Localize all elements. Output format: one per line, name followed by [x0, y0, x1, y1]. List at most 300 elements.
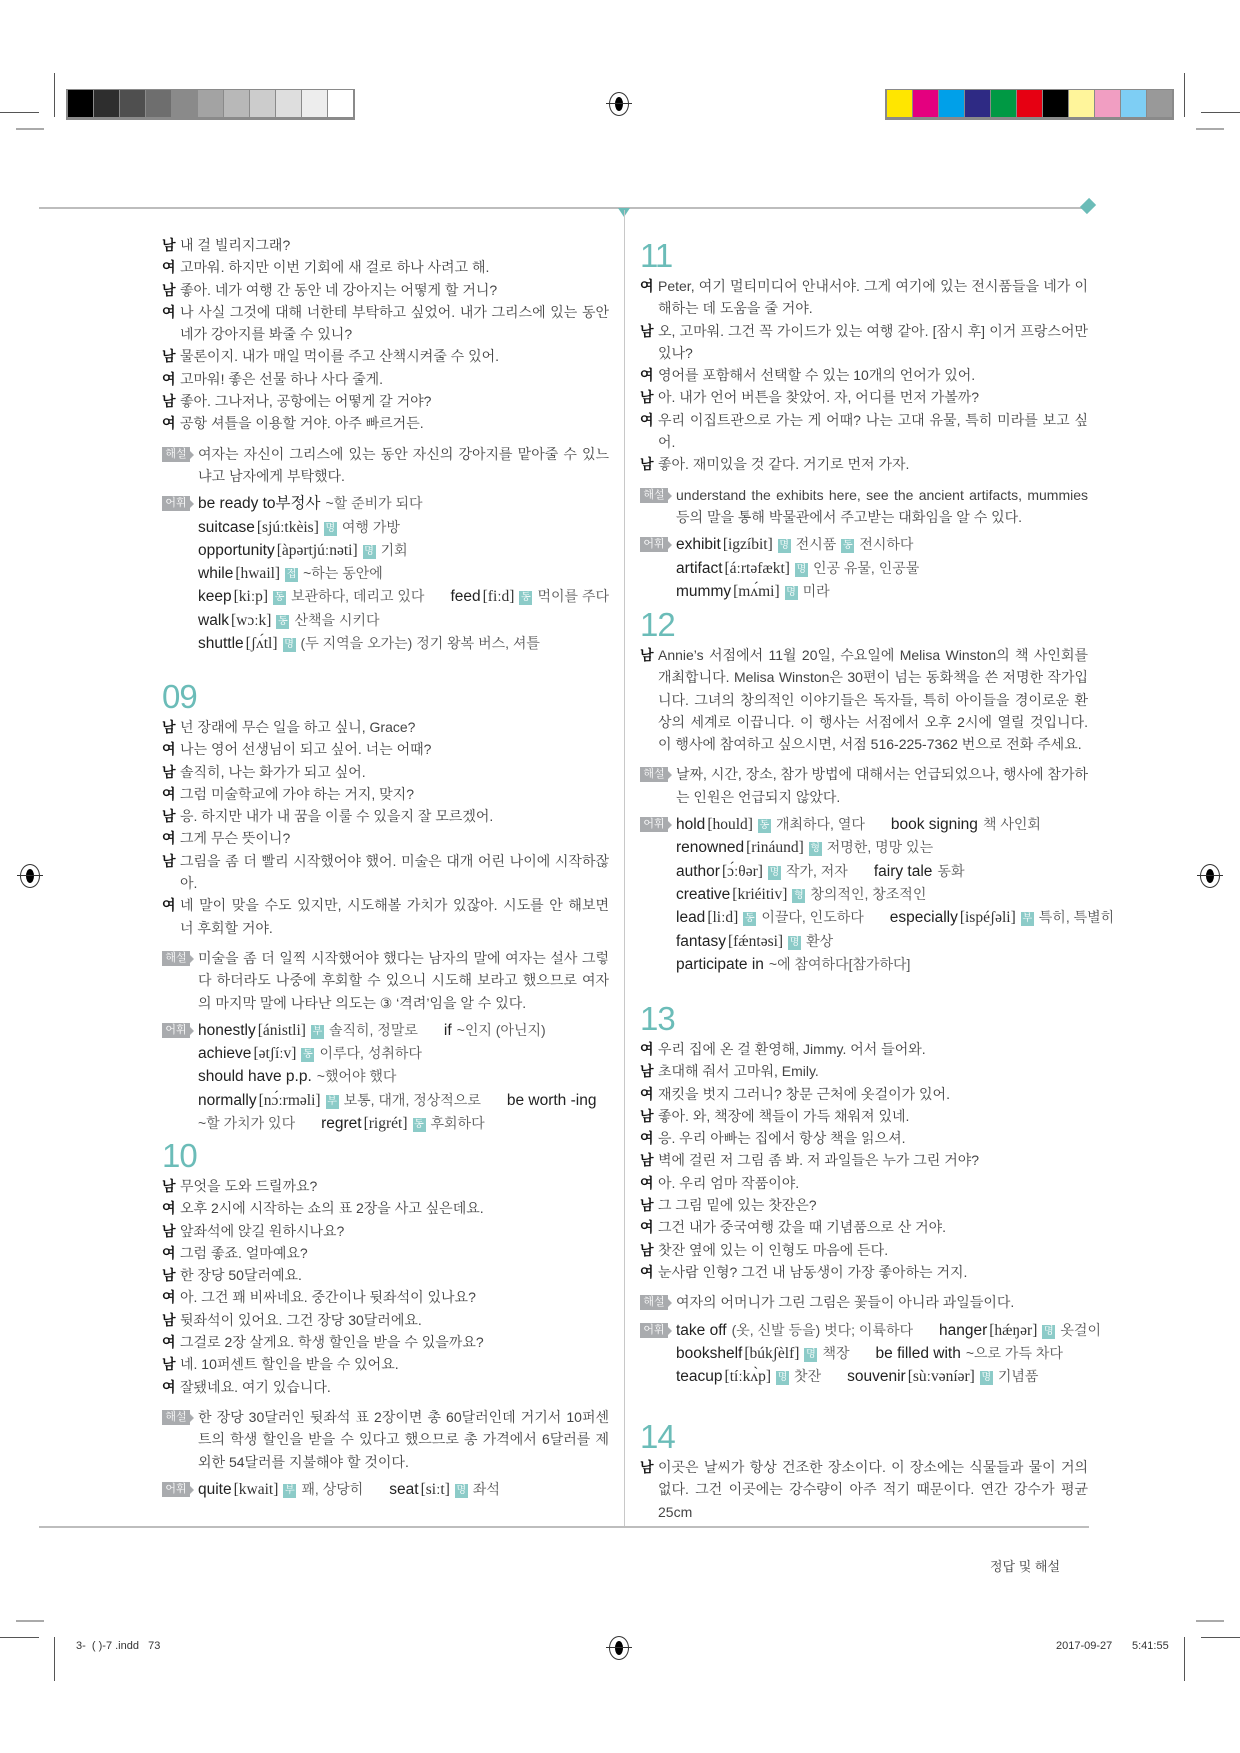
dialogue-line [162, 1309, 609, 1331]
vocab-item [891, 816, 1041, 832]
column-divider [624, 210, 625, 1526]
dialogue-line [640, 1105, 1088, 1127]
speaker-label: 여 [162, 1289, 176, 1306]
speaker-label: 여 [162, 1334, 176, 1351]
vocab-word: regret [321, 1115, 362, 1133]
vocab-word: be ready to부정사 [198, 495, 321, 513]
dialogue-text: 나 사실 그것에 대해 너한테 부탁하고 싶었어. 내가 그리스에 있는 동안 네가 강아지를 봐줄 수 있니? [180, 303, 609, 343]
part-of-speech-badge: 명 [786, 586, 796, 598]
part-of-speech-badge: 명 [981, 1372, 992, 1384]
explanation [162, 1406, 609, 1473]
part-of-speech-badge: 동 [521, 592, 531, 604]
vocab-pronunciation: [ánistli] [257, 1021, 306, 1039]
part-of-speech-badge: 명 [769, 866, 780, 878]
speaker-label: 남 [162, 1178, 176, 1194]
vocab-word: author [676, 862, 720, 880]
crop-mark [1201, 1637, 1240, 1638]
vocab-word: keep [198, 588, 232, 606]
vocab-item [676, 1345, 850, 1361]
vocab-item [198, 495, 423, 511]
dialogue-text: 초대해 줘서 고마워, Emily. [658, 1063, 819, 1080]
vocab-word: artifact [676, 559, 723, 577]
speaker-label: 여 [640, 1263, 654, 1280]
vocabulary-tag: 어휘 [162, 1023, 190, 1038]
speaker-label: 남 [162, 348, 176, 365]
vocab-pronunciation: [ʃʌ́tl] [245, 635, 278, 653]
explanation-tag: 해설 [162, 447, 190, 462]
vocab-word: take off [676, 1321, 727, 1339]
vocabulary-tag: 어휘 [162, 496, 190, 511]
dialogue-text: 재킷을 벗지 그러니? 창문 근처에 옷걸이가 있어. [658, 1085, 950, 1102]
vocab-word: normally [198, 1091, 257, 1109]
section-12 [640, 605, 1115, 976]
part-of-speech-badge: 명 [325, 522, 336, 534]
dialogue-text: 앞좌석에 앉길 원하시나요? [180, 1222, 345, 1239]
vocab-pronunciation: [ɔ́ːθər] [721, 862, 763, 880]
section-13 [640, 999, 1101, 1388]
vocab-pronunciation: [kriéitiv] [732, 885, 788, 903]
vocab-meaning: 꽤, 상당히 [301, 1480, 364, 1497]
vocab-item [198, 1481, 363, 1497]
vocab-line [676, 883, 1088, 906]
explanation-tag: 해설 [162, 951, 190, 966]
vocab-item [676, 933, 833, 949]
vocab-meaning: ~할 가치가 있다 [198, 1115, 296, 1132]
dialogue-text: 좋아. 네가 여행 간 동안 네 강아지는 어떻게 할 거니? [180, 281, 498, 298]
vocab-meaning: 개최하다, 열다 [775, 816, 865, 833]
vocab-word: be filled with [875, 1344, 961, 1362]
speaker-label: 남 [640, 1459, 654, 1475]
dialogue-line [162, 1264, 609, 1286]
vocab-meaning: 산책을 시키다 [294, 611, 380, 628]
speaker-label: 남 [640, 1063, 654, 1080]
dialogue-line [640, 1127, 1088, 1149]
speaker-label: 여 [640, 1174, 654, 1191]
speaker-label: 여 [640, 367, 654, 384]
vocab-item [676, 886, 926, 902]
vocab-meaning: 기념품 [997, 1368, 1039, 1385]
vocab-meaning: 솔직히, 정말로 [328, 1021, 418, 1038]
slug-date: 2017-09-27 [1056, 1640, 1113, 1652]
vocabulary [640, 1319, 1101, 1389]
explanation-text: understand the exhibits here, see the ancient artifacts, mummies 등의 말을 통해 박물관에서 주고받는 대화임을 알 수 있다. [676, 486, 1088, 525]
speaker-label: 여 [640, 1085, 654, 1102]
part-of-speech-badge: 명 [456, 1484, 467, 1496]
dialogue-line [162, 412, 609, 434]
part-of-speech-badge: 형 [794, 889, 804, 901]
dialogue-line [162, 716, 609, 738]
vocab-pronunciation: [rináund] [746, 839, 804, 857]
vocab-word: souvenir [847, 1368, 906, 1386]
dialogue-text: 나는 영어 선생님이 되고 싶어. 너는 어때? [180, 741, 432, 758]
explanation-tag: 해설 [640, 767, 668, 782]
dialogue-text: 고마워. 하지만 이번 기회에 새 걸로 하나 사려고 해. [180, 259, 490, 276]
dialogue-line [162, 805, 609, 827]
vocab-line [676, 533, 1088, 556]
dialogue-line [162, 1197, 609, 1219]
speaker-label: 여 [162, 1200, 176, 1217]
part-of-speech-badge: 명 [364, 545, 374, 557]
vocab-line [198, 516, 609, 539]
vocab-item [676, 909, 864, 925]
vocab-meaning: ~에 참여하다[참가하다] [768, 955, 911, 972]
dialogue-line [640, 364, 1088, 386]
dialogue-line [640, 1083, 1088, 1105]
vocab-item [198, 1115, 295, 1131]
dialogue-text: 아. 내가 언어 버튼을 찾았어. 자, 어디를 먼저 가볼까? [658, 389, 980, 406]
right-column [640, 0, 1115, 1540]
speaker-label: 남 [162, 1222, 176, 1239]
vocab-item [198, 1045, 422, 1061]
vocab-word: be worth -ing [506, 1091, 597, 1109]
vocab-line [676, 860, 1088, 883]
vocab-item [676, 1368, 821, 1384]
speaker-label: 여 [162, 370, 176, 387]
vocab-pronunciation: [tíːkʌ̀p] [724, 1368, 772, 1386]
dialogue-line [162, 234, 609, 256]
speaker-label: 남 [162, 808, 176, 825]
dialogue-text: 한 장당 50달러예요. [180, 1267, 302, 1284]
dialogue-text: 우리 이집트관으로 가는 게 어때? 나는 고대 유물, 특히 미라를 보고 싶어. [658, 411, 1088, 451]
question-number: 10 [162, 1137, 197, 1174]
vocab-word: lead [676, 909, 706, 927]
dialogue-text: 아. 우리 엄마 작품이야. [658, 1174, 800, 1191]
vocab-item [939, 1322, 1101, 1338]
part-of-speech-badge: 동 [842, 540, 853, 552]
vocab-word: especially [889, 909, 958, 927]
dialogue-line [162, 894, 609, 939]
vocab-meaning: 이루다, 성취하다 [319, 1045, 422, 1062]
dialogue-text: 그걸로 2장 살게요. 학생 할인을 받을 수 있을까요? [180, 1334, 484, 1351]
speaker-label: 남 [162, 763, 176, 780]
vocab-pronunciation: [sùːvəníər] [907, 1368, 975, 1386]
dialogue-line [162, 827, 609, 849]
vocab-meaning: 기회 [380, 541, 408, 558]
vocabulary [162, 1478, 609, 1501]
vocab-word: bookshelf [676, 1344, 743, 1362]
vocab-pronunciation: [rigrét] [363, 1115, 408, 1133]
dialogue-text: 좋아. 재미있을 것 같다. 거기로 먼저 가자. [658, 456, 910, 473]
dialogue-line [162, 850, 609, 895]
dialogue-line [162, 1242, 609, 1264]
vocab-pronunciation: [nɔ́ːrməli] [258, 1091, 321, 1109]
speaker-label: 남 [640, 1197, 654, 1214]
vocab-line [198, 539, 609, 562]
vocab-pronunciation: [sjúːtkèis] [256, 518, 319, 536]
dialogue-text: 우리 집에 온 걸 환영해, Jimmy. 어서 들어와. [658, 1041, 926, 1057]
speaker-label: 남 [162, 281, 176, 298]
dialogue-text: 응. 하지만 내가 내 꿈을 이룰 수 있을지 잘 모르겠어. [180, 808, 494, 825]
question-number: 11 [640, 237, 673, 274]
vocab-word: creative [676, 885, 731, 903]
vocab-item [198, 612, 380, 628]
vocab-word: renowned [676, 839, 745, 857]
vocab-meaning: 책 사인회 [982, 816, 1041, 833]
vocab-word: shuttle [198, 635, 244, 653]
part-of-speech-badge: 형 [810, 843, 821, 855]
speaker-label: 여 [640, 1130, 654, 1147]
part-of-speech-badge: 동 [759, 820, 770, 832]
vocab-item [198, 588, 424, 604]
vocab-meaning: ~할 준비가 되다 [325, 495, 423, 512]
dialogue-line [640, 1038, 1088, 1060]
vocab-item [389, 1481, 500, 1497]
dialogue-text: 그 그림 밑에 있는 찻잔은? [658, 1197, 817, 1214]
explanation-text: 한 장당 30달러인 뒷좌석 표 2장이면 총 60달러인데 거기서 10퍼센트의 학생 할인을 받을 수 있다고 했으므로 총 가격에서 6달러를 제외한 54달러를 지불해야 할 것이다. [198, 1408, 609, 1470]
speaker-label: 여 [162, 830, 176, 847]
vocab-line [676, 557, 1088, 580]
registration-mark-icon [20, 864, 40, 888]
vocab-word: opportunity [198, 541, 275, 559]
vocab-item [676, 1322, 913, 1338]
vocabulary [162, 1019, 609, 1135]
speaker-label: 여 [640, 278, 654, 294]
speaker-label: 여 [162, 1378, 176, 1395]
vocab-meaning: 인공 유물, 인공물 [812, 559, 920, 576]
vocab-pronunciation: [ətʃíːv] [253, 1045, 297, 1063]
dialogue-text: Peter, 여기 멀티미디어 안내서야. 그게 여기에 있는 전시품들을 네가 이해하는 데 도움을 줄 거야. [658, 278, 1088, 317]
vocab-line [198, 609, 609, 632]
vocab-meaning: 이끌다, 인도하다 [761, 909, 864, 926]
crop-mark [1184, 1637, 1185, 1681]
vocab-item [450, 588, 609, 604]
vocab-pronunciation: [hwail] [235, 565, 281, 583]
part-of-speech-badge: 동 [278, 615, 288, 627]
vocab-line [198, 1478, 609, 1501]
dialogue-line [162, 368, 609, 390]
vocab-word: hold [676, 816, 706, 834]
vocab-pronunciation: [ispéʃəli] [959, 909, 1016, 927]
vocab-item [876, 1345, 1063, 1361]
dialogue-text: 네. 10퍼센트 할인을 받을 수 있어요. [180, 1356, 399, 1373]
crop-mark [1196, 1620, 1224, 1622]
dialogue-line [640, 1456, 1088, 1523]
vocab-word: while [198, 565, 234, 583]
part-of-speech-badge: 명 [1044, 1325, 1054, 1337]
vocab-meaning: 보통, 대개, 정상적으로 [343, 1091, 481, 1108]
speaker-label: 남 [162, 1356, 176, 1373]
part-of-speech-badge: 명 [779, 540, 790, 552]
vocab-word: exhibit [676, 536, 721, 554]
crop-mark [16, 1620, 44, 1622]
registration-mark-icon [609, 1636, 629, 1660]
speaker-label: 남 [640, 647, 654, 663]
vocab-meaning: 환상 [806, 932, 834, 949]
dialogue-line [162, 256, 609, 278]
dialogue-text: Annie’s 서점에서 11월 20일, 수요일에 Melisa Winston의 책 사인회를 개최합니다. Melisa Winston은 30편이 넘는 동화책을 쓴 저명한 작가입니다. 그녀의 창의적인 이야기들은 독자들, 특히 아이들을 경이로운 환상의 세계로 이끕니다. 이 행사는 서점에서 오후 2시에 열릴 것입니다. 이 행사에 참여하고 싶으시면, 서점 516-225-7362 번으로 전화 주세요. [658, 647, 1088, 753]
slug-filename: 3- ( )-7 .indd 73 [76, 1640, 161, 1652]
dialogue-text: 그림을 좀 더 빨리 시작했어야 했어. 미술은 대개 어린 나이에 시작하잖아. [180, 852, 609, 892]
vocab-line [198, 1089, 609, 1112]
explanation-tag: 해설 [162, 1410, 190, 1425]
dialogue-line [162, 761, 609, 783]
speaker-label: 여 [162, 1244, 176, 1261]
vocabulary-tag: 어휘 [640, 817, 668, 832]
dialogue-line [162, 301, 609, 346]
part-of-speech-badge: 부 [1022, 913, 1033, 925]
vocab-meaning: ~하는 동안에 [303, 565, 383, 582]
vocab-word: book signing [890, 816, 978, 834]
part-of-speech-badge: 명 [284, 639, 294, 651]
dialogue-text: 그럼 미술학교에 가야 하는 거지, 맞지? [180, 785, 414, 802]
section-11 [640, 236, 1088, 603]
explanation-tag: 해설 [640, 1295, 668, 1310]
dialogue-text: 그게 무슨 뜻이니? [180, 830, 291, 847]
vocab-item [676, 816, 865, 832]
vocab-meaning: 옷걸이 [1060, 1321, 1101, 1338]
vocab-item [198, 519, 400, 535]
vocab-meaning: 보관하다, 데리고 있다 [291, 588, 425, 605]
vocab-item [321, 1115, 485, 1131]
dialogue-text: 내 걸 빌리지그래? [180, 237, 291, 253]
speaker-label: 남 [162, 1267, 176, 1284]
vocab-meaning: 전시하다 [859, 536, 914, 553]
dialogue-text: 네 말이 맞을 수도 있지만, 시도해볼 가치가 있잖아. 시도를 안 해보면 너 후회할 거야. [180, 897, 609, 936]
vocab-pronunciation: [kiːp] [233, 588, 269, 606]
vocab-line [198, 1065, 609, 1088]
vocab-item [198, 635, 540, 651]
speaker-label: 여 [162, 785, 176, 802]
swatch [68, 90, 93, 117]
vocab-meaning: 전시품 [795, 536, 837, 553]
part-of-speech-badge: 명 [789, 936, 800, 948]
dialogue-line [162, 1331, 609, 1353]
explanation-text: 미술을 좀 더 일찍 시작했어야 했다는 남자의 말에 여자는 설사 그렇다 하더라도 나중에 후회할 수 있으니 시도해 보라고 했으므로 여자의 마지막 말에 나타난 의도는 ③ ‘격려’임을 알 수 있다. [198, 949, 609, 1011]
vocab-pronunciation: [búkʃèlf] [744, 1344, 800, 1362]
dialogue-line [640, 386, 1088, 408]
dialogue-line [162, 738, 609, 760]
dialogue-line [162, 390, 609, 412]
part-of-speech-badge: 접 [286, 569, 297, 581]
part-of-speech-badge: 명 [806, 1348, 816, 1360]
section-10 [162, 1136, 609, 1501]
vocab-line [676, 906, 1115, 929]
crop-mark [1196, 128, 1224, 130]
dialogue-line [640, 275, 1088, 320]
vocab-meaning: (옷, 신발 등을) 벗다; 이륙하다 [731, 1321, 913, 1338]
vocab-item [198, 1092, 481, 1108]
vocab-meaning: 작가, 저자 [785, 862, 848, 879]
vocab-item [198, 1068, 396, 1084]
vocab-word: fairy tale [873, 862, 933, 880]
vocabulary-tag: 어휘 [640, 537, 668, 552]
dialogue-line [162, 783, 609, 805]
speaker-label: 여 [162, 415, 176, 432]
speaker-label: 여 [640, 411, 654, 428]
vocab-word: achieve [198, 1045, 252, 1063]
dialogue-text: 이곳은 날씨가 항상 건조한 장소이다. 이 장소에는 식물들과 물이 거의 없다. 그건 이곳에는 강수량이 아주 적기 때문이다. 연간 강수가 평균 25cm [658, 1459, 1088, 1520]
vocabulary [640, 533, 1088, 603]
dialogue-text: 오후 2시에 시작하는 쇼의 표 2장을 사고 싶은데요. [180, 1200, 484, 1217]
vocab-word: seat [389, 1480, 419, 1498]
dialogue-text: 뒷좌석이 있어요. 그건 장당 30달러에요. [180, 1311, 422, 1328]
speaker-label: 여 [162, 303, 176, 320]
vocab-line [676, 813, 1088, 836]
speaker-label: 남 [640, 456, 654, 473]
speaker-label: 남 [640, 1107, 654, 1124]
dialogue-text: 아. 그건 꽤 비싸네요. 중간이나 뒷좌석이 있나요? [180, 1289, 476, 1306]
speaker-label: 남 [640, 1241, 654, 1258]
vocab-line [676, 836, 1088, 859]
vocabulary-tag: 어휘 [162, 1482, 190, 1497]
speaker-label: 남 [640, 1152, 654, 1169]
speaker-label: 남 [640, 322, 654, 339]
left-column [162, 0, 609, 1540]
vocab-line [198, 585, 609, 608]
dialogue-text: 영어를 포함해서 선택할 수 있는 10개의 언어가 있어. [658, 367, 976, 384]
vocab-item [198, 1022, 418, 1038]
dialogue-line [640, 320, 1088, 365]
vocab-meaning: 후회하다 [430, 1115, 485, 1132]
vocab-meaning: 창의적인, 창조적인 [810, 885, 927, 902]
dialogue-text: 공항 셔틀을 이용할 거야. 아주 빠르거든. [180, 415, 424, 432]
explanation [640, 763, 1088, 808]
speaker-label: 남 [162, 393, 176, 410]
dialogue-line [640, 1172, 1088, 1194]
dialogue-text: 눈사람 인형? 그건 내 남동생이 가장 좋아하는 거지. [658, 1263, 968, 1280]
vocab-item [847, 1368, 1038, 1384]
speaker-label: 여 [640, 1041, 654, 1057]
dialogue-text: 물론이지. 내가 매일 먹이를 주고 산책시켜줄 수 있어. [180, 348, 500, 365]
vocab-line [676, 1365, 1088, 1388]
swatch [1121, 90, 1146, 117]
vocab-pronunciation: [áːrtəfækt] [724, 559, 790, 577]
vocab-pronunciation: [hould] [707, 816, 753, 834]
speaker-label: 남 [640, 389, 654, 406]
vocab-word: participate in [676, 955, 764, 973]
vocab-item [676, 863, 848, 879]
swatch [94, 90, 119, 117]
question-number: 12 [640, 606, 675, 643]
vocab-meaning: 책장 [822, 1344, 850, 1361]
part-of-speech-badge: 부 [312, 1025, 323, 1037]
dialogue-line [640, 1239, 1088, 1261]
explanation-tag: 해설 [640, 488, 668, 503]
vocab-meaning: 여행 가방 [341, 518, 400, 535]
vocab-word: mummy [676, 582, 732, 600]
explanation [162, 443, 609, 488]
vocab-item [890, 909, 1114, 925]
dialogue-text: 오, 고마워. 그건 꼭 가이드가 있는 여행 같아. [잠시 후] 이거 프랑스어만 있나? [658, 322, 1088, 361]
question-number: 09 [162, 678, 197, 715]
vocab-meaning: 특히, 특별히 [1038, 909, 1115, 926]
dialogue-text: 무엇을 도와 드릴까요? [180, 1178, 318, 1194]
question-number: 13 [640, 1000, 675, 1037]
vocab-meaning: 좌석 [472, 1480, 500, 1497]
vocab-line [198, 562, 609, 585]
dialogue-line [162, 1220, 609, 1242]
dialogue-text: 좋아. 와, 책장에 책들이 가득 채워져 있네. [658, 1107, 910, 1124]
dialogue-line [640, 453, 1088, 475]
vocab-item [676, 536, 913, 552]
footer-section-title: 정답 및 해설 [990, 1559, 1061, 1574]
part-of-speech-badge: 명 [796, 563, 807, 575]
dialogue-text: 솔직히, 나는 화가가 되고 싶어. [180, 763, 366, 780]
dialogue-line [640, 409, 1088, 454]
vocab-pronunciation: [liːd] [707, 909, 739, 927]
vocab-item [676, 583, 830, 599]
dialogue-text: 벽에 걸린 저 그림 좀 봐. 저 과일들은 누가 그린 거야? [658, 1152, 980, 1169]
vocab-item [198, 565, 383, 581]
dialogue-text: 그건 내가 중국여행 갔을 때 기념품으로 산 거야. [658, 1219, 947, 1236]
vocab-line [676, 953, 1088, 976]
explanation-text: 날짜, 시간, 장소, 참가 방법에 대해서는 언급되었으나, 행사에 참가하는 인원은 언급되지 않았다. [676, 766, 1088, 805]
dialogue-line [162, 1353, 609, 1375]
question-number: 14 [640, 1418, 675, 1455]
vocab-line [676, 1342, 1088, 1365]
dialogue-line [640, 1261, 1088, 1283]
dialogue-line [162, 1286, 609, 1308]
